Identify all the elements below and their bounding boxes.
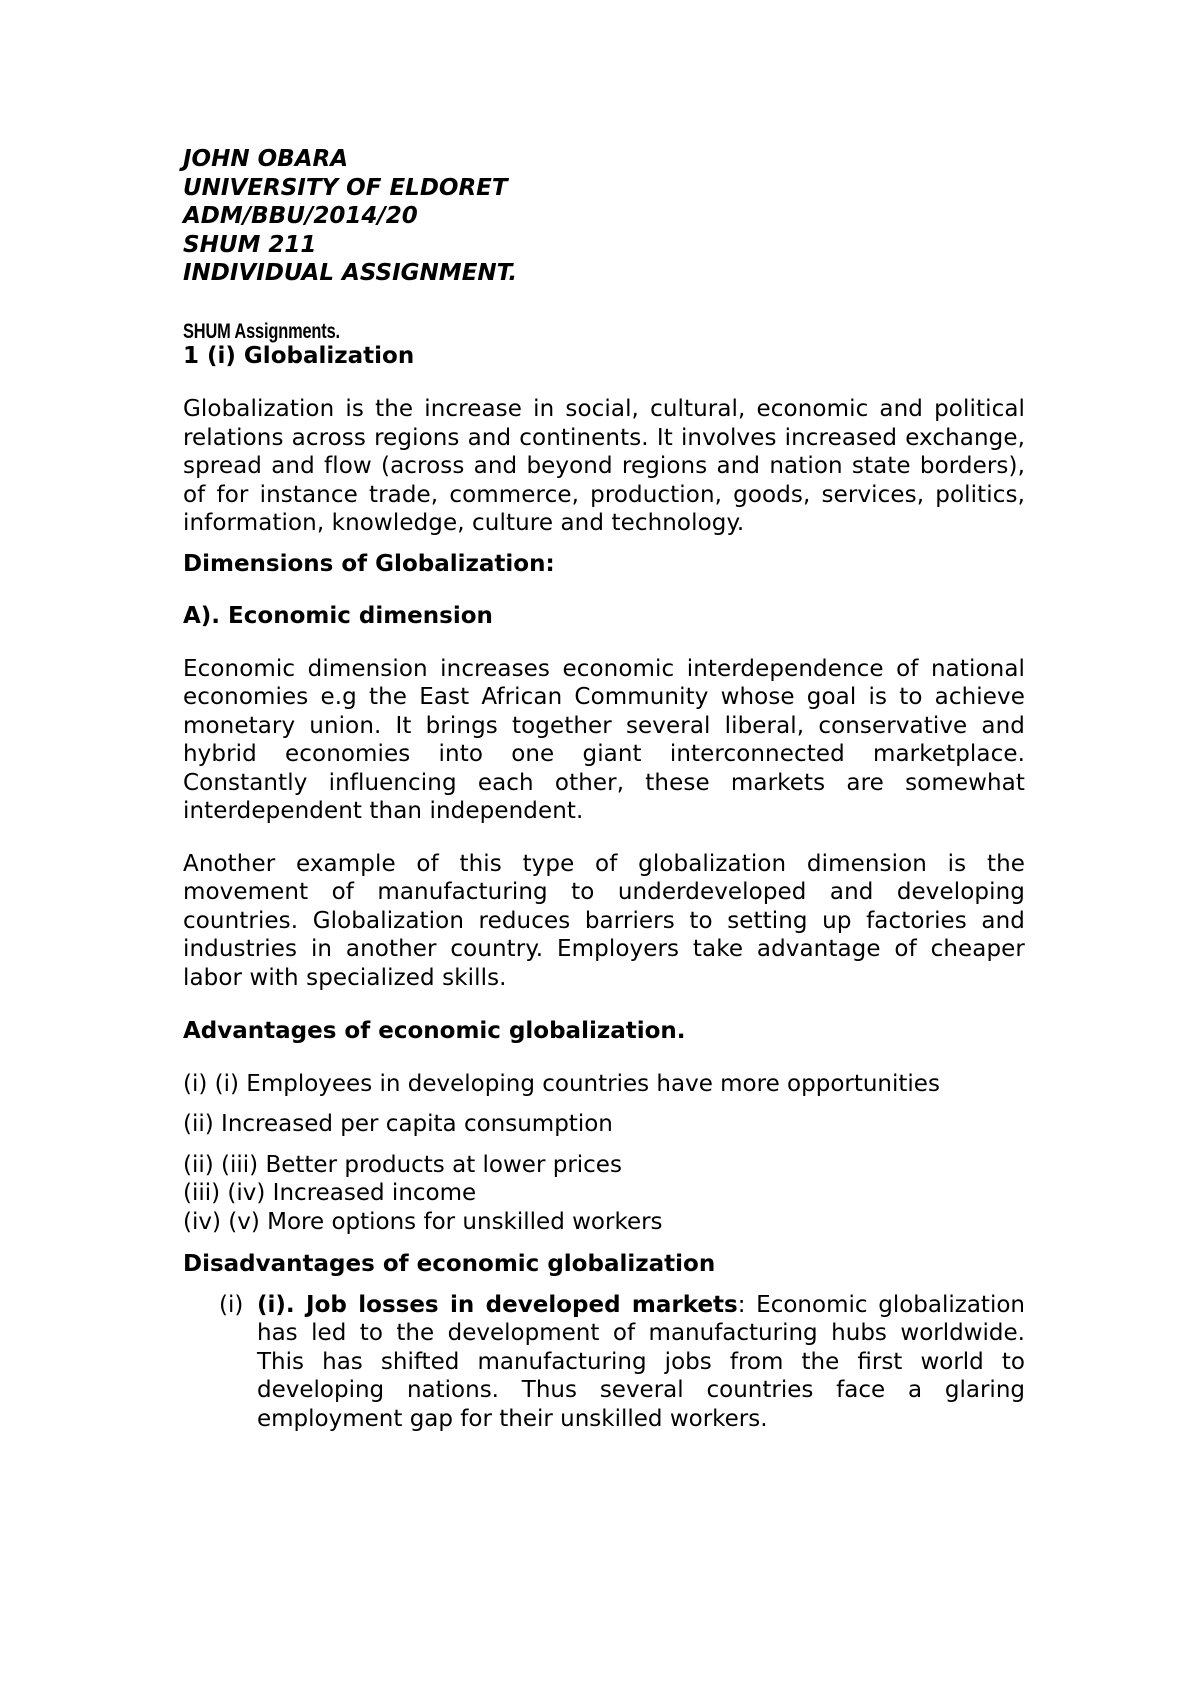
advantage-item: (ii) Increased per capita consumption bbox=[183, 1111, 613, 1137]
disadvantages-heading: Disadvantages of economic globalization bbox=[183, 1251, 716, 1277]
dimensions-heading: Dimensions of Globalization: bbox=[183, 550, 555, 577]
advantage-item: (iv) (v) More options for unskilled workers bbox=[183, 1208, 663, 1235]
economic-dimension-paragraph-2: Another example of this type of globalization dimension is the movement of manufacturing to underdeveloped and developing countries. Globalization reduces barriers to setting up factories and industries in another country. Employers take advantage of cheaper labor with specialized skills. bbox=[183, 850, 1025, 991]
subtitle-row bbox=[183, 288, 1025, 343]
economic-dimension-paragraph-1: Economic dimension increases economic interdependence of national economies e.g the East African Community whose goal is to achieve monetary union. It brings together several liberal, conservative and hybrid economies into one giant interconnected marketplace. Constantly influencing each other, these markets are somewhat interdependent than independent. bbox=[183, 655, 1025, 824]
advantage-item: (iii) (iv) Increased income bbox=[183, 1180, 477, 1206]
disadvantage-item-title: (i). Job losses in developed markets bbox=[257, 1291, 738, 1318]
disadvantage-item bbox=[219, 1291, 1025, 1434]
advantage-item: (i) (i) Employees in developing countries have more opportunities bbox=[183, 1070, 940, 1097]
university-name: UNIVERSITY OF ELDORET bbox=[183, 174, 508, 201]
registration-number: ADM/BBU/2014/20 bbox=[183, 203, 418, 229]
disadvantage-item-text: : Economic globalization has led to the development of manufacturing hubs worldwide. This has shifted manufacturing jobs from the first world to developing nations. Thus several countries face a glaring employment gap for their unskilled workers. bbox=[257, 1291, 1025, 1432]
assignment-title: INDIVIDUAL ASSIGNMENT. bbox=[183, 260, 518, 286]
economic-dimension-heading: A). Economic dimension bbox=[183, 603, 493, 629]
disadvantage-item-number: (i) bbox=[219, 1291, 244, 1318]
document-body bbox=[183, 145, 1025, 1433]
author-name: JOHN OBARA bbox=[183, 146, 349, 172]
section-globalization-title: 1 (i) Globalization bbox=[183, 342, 415, 369]
advantage-item: (ii) (iii) Better products at lower prices bbox=[183, 1151, 622, 1178]
document-subtitle: SHUM Assignments. bbox=[183, 319, 340, 343]
globalization-definition: Globalization is the increase in social, cultural, economic and political relations across regions and continents. It involves increased exchange, spread and flow (across and beyond regions and nation state borders), of for instance trade, commerce, production, goods, services, politics, information, knowledge, culture and technology. bbox=[183, 396, 1025, 536]
course-code: SHUM 211 bbox=[183, 231, 317, 258]
advantages-heading: Advantages of economic globalization. bbox=[183, 1018, 686, 1044]
